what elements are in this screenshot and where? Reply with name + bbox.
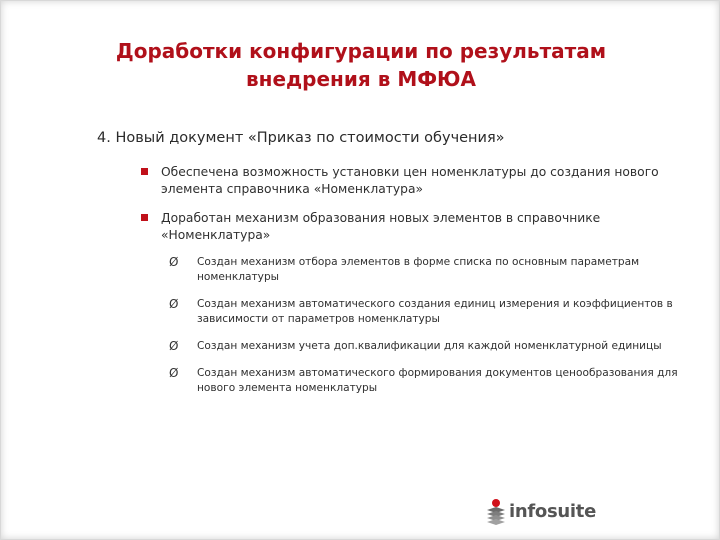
sub-bullet-list [169, 255, 689, 408]
sub-bullet-item [169, 297, 689, 327]
section-heading: 4. Новый документ «Приказ по стоимости обучения» [97, 130, 505, 146]
bullet-item [141, 210, 681, 244]
slide-title-line-1: Доработки конфигурации по результатам [115, 39, 607, 63]
infosuite-logo [481, 495, 621, 531]
bullet-text: Доработан механизм образования новых элементов в справочнике «Номенклатура» [161, 211, 601, 242]
infosuite-logo-icon [485, 498, 507, 526]
arrow-bullet-icon: Ø [169, 339, 179, 353]
arrow-bullet-icon: Ø [169, 297, 179, 311]
square-bullet-icon [141, 214, 148, 221]
arrow-bullet-icon: Ø [169, 255, 179, 269]
sub-bullet-item [169, 339, 689, 354]
sub-bullet-text: Создан механизм автоматического формирования документов ценообразования для нового элемента номенклатуры [197, 367, 678, 394]
bullet-item [141, 164, 681, 198]
square-bullet-icon [141, 168, 148, 175]
slide-title-line-2: внедрения в МФЮА [245, 67, 477, 91]
sub-bullet-text: Создан механизм автоматического создания единиц измерения и коэффициентов в зависимости от параметров номенклатуры [197, 298, 673, 325]
sub-bullet-item [169, 366, 689, 396]
bullet-text: Обеспечена возможность установки цен номенклатуры до создания нового элемента справочника «Номенклатура» [161, 165, 659, 196]
sub-bullet-text: Создан механизм учета доп.квалификации для каждой номенклатурной единицы [197, 340, 662, 352]
arrow-bullet-icon: Ø [169, 366, 179, 380]
sub-bullet-text: Создан механизм отбора элементов в форме списка по основным параметрам номенклатуры [197, 256, 640, 283]
bullet-list [141, 164, 681, 256]
sub-bullet-item [169, 255, 689, 285]
logo-text: infosuite [509, 501, 596, 522]
slide-title [71, 37, 651, 93]
